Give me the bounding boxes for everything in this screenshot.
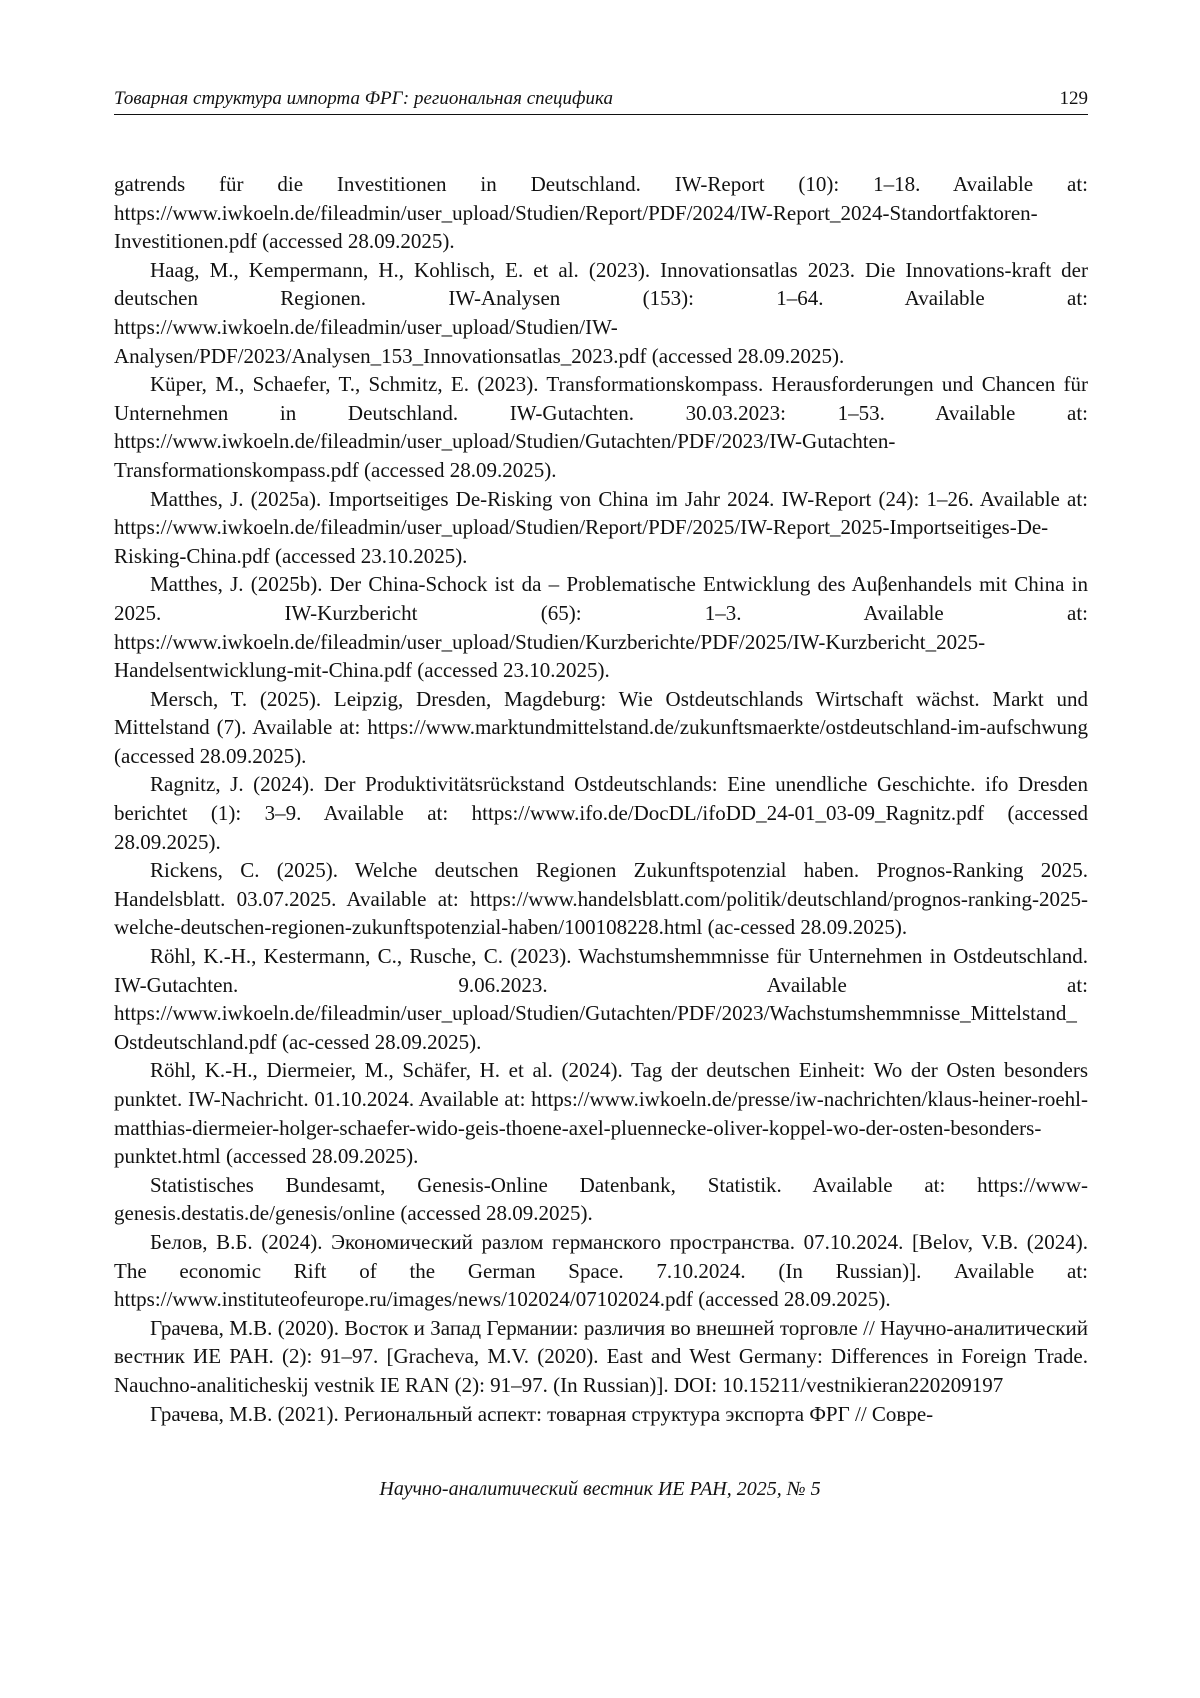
running-title: Товарная структура импорта ФРГ: региональная специфика: [114, 88, 613, 109]
reference-entry: Rickens, C. (2025). Welche deutschen Regionen Zukunftspotenzial haben. Prognos-Ranking 2025. Handelsblatt. 03.07.2025. Available at: https://www.handelsblatt.com/politik/deutschland/prognos-ranking-2025-welche-deutschen-regionen-zukunftspotenzial-haben/100108228.html (ac-cessed 28.09.2025).: [114, 858, 1088, 940]
reference-entry: Haag, M., Kempermann, H., Kohlisch, E. et al. (2023). Innovationsatlas 2023. Die Innovations-kraft der deutschen Regionen. IW-Analysen (153): 1–64. Available at: https://www.iwkoeln.de/fileadmin/user_upload/Studien/IW-Analysen/PDF/2023/Analysen_153_Innovationsatlas_2023.pdf (accessed 28.09.2025).: [114, 257, 1088, 368]
journal-footer: Научно-аналитический вестник ИЕ РАН, 2025, № 5: [379, 1478, 821, 1500]
running-header: [114, 84, 1088, 115]
reference-entry: Küper, M., Schaefer, T., Schmitz, E. (2023). Transformationskompass. Herausforderungen und Chancen für Unternehmen in Deutschland. IW-Gutachten. 30.03.2023: 1–53. Available at: https://www.iwkoeln.de/fileadmin/user_upload/Studien/Gutachten/PDF/2023/IW-Gutachten-Transformationskompass.pdf (accessed 28.09.2025).: [114, 372, 1088, 482]
reference-entry: Белов, В.Б. (2024). Экономический разлом германского пространства. 07.10.2024. [Belov, V.B. (2024). The economic Rift of the German Space. 7.10.2024. (In Russian)]. Available at: https://www.instituteofeurope.ru/images/news/102024/07102024.pdf (accessed 28.09.2025).: [114, 1229, 1088, 1312]
reference-entry: Грачева, М.В. (2020). Восток и Запад Германии: различия во внешней торговле // Научно-аналитический вестник ИЕ РАН. (2): 91–97. [Gracheva, M.V. (2020). East and West Germany: Differences in Foreign Trade. Nauchno-analiticheskij vestnik IE RAN (2): 91–97. (In Russian)]. DOI: 10.15211/vestnikieran220209197: [114, 1315, 1088, 1397]
reference-list: [114, 170, 1088, 1428]
reference-entry: Röhl, K.-H., Diermeier, M., Schäfer, H. et al. (2024). Tag der deutschen Einheit: Wo der Osten besonders punktet. IW-Nachricht. 01.10.2024. Available at: https://www.iwkoeln.de/presse/iw-nachrichten/klaus-heiner-roehl-matthias-diermeier-holger-schaefer-wido-geis-thoene-axel-pluennecke-oliver-koppel-wo-der-osten-besonders-punktet.html (accessed 28.09.2025).: [114, 1058, 1088, 1169]
reference-entry: Statistisches Bundesamt, Genesis-Online Datenbank, Statistik. Available at: https://www-genesis.destatis.de/genesis/online (accessed 28.09.2025).: [114, 1172, 1088, 1226]
reference-entry: Matthes, J. (2025b). Der China-Schock ist da – Problematische Entwicklung des Auβenhandels mit China in 2025. IW-Kurzbericht (65): 1–3. Available at: https://www.iwkoeln.de/fileadmin/user_upload/Studien/Kurzberichte/PDF/2025/IW-Kurzbericht_2025-Handelsentwicklung-mit-China.pdf (accessed 23.10.2025).: [114, 572, 1088, 683]
reference-entry: Matthes, J. (2025a). Importseitiges De-Risking von China im Jahr 2024. IW-Report (24): 1–26. Available at: https://www.iwkoeln.de/fileadmin/user_upload/Studien/Report/PDF/2025/IW-Report_2025-Importseitiges-De-Risking-China.pdf (accessed 23.10.2025).: [114, 486, 1088, 568]
reference-entry: Грачева, М.В. (2021). Региональный аспект: товарная структура экспорта ФРГ // Совре-: [150, 1401, 934, 1426]
page-number: 129: [1059, 88, 1088, 109]
reference-entry: Röhl, K.-H., Kestermann, C., Rusche, C. (2023). Wachstumshemmnisse für Unternehmen in Ostdeutschland. IW-Gutachten. 9.06.2023. Available at: https://www.iwkoeln.de/fileadmin/user_upload/Studien/Gutachten/PDF/2023/Wachstumshemmnisse_Mittelstand_Ostdeutschland.pdf (ac-cessed 28.09.2025).: [114, 944, 1088, 1054]
reference-entry: gatrends für die Investitionen in Deutschland. IW-Report (10): 1–18. Available at: https://www.iwkoeln.de/fileadmin/user_upload/Studien/Report/PDF/2024/IW-Report_2024-Standortfaktoren-Investitionen.pdf (accessed 28.09.2025).: [114, 172, 1088, 254]
reference-entry: Mersch, T. (2025). Leipzig, Dresden, Magdeburg: Wie Ostdeutschlands Wirtschaft wächst. Markt und Mittelstand (7). Available at: https://www.marktundmittelstand.de/zukunftsmaerkte/ostdeutschland-im-aufschwung (accessed 28.09.2025).: [114, 686, 1088, 768]
reference-entry: Ragnitz, J. (2024). Der Produktivitätsrückstand Ostdeutschlands: Eine unendliche Geschichte. ifo Dresden berichtet (1): 3–9. Available at: https://www.ifo.de/DocDL/ifoDD_24-01_03-09_Ragnitz.pdf (accessed 28.09.2025).: [114, 772, 1088, 854]
